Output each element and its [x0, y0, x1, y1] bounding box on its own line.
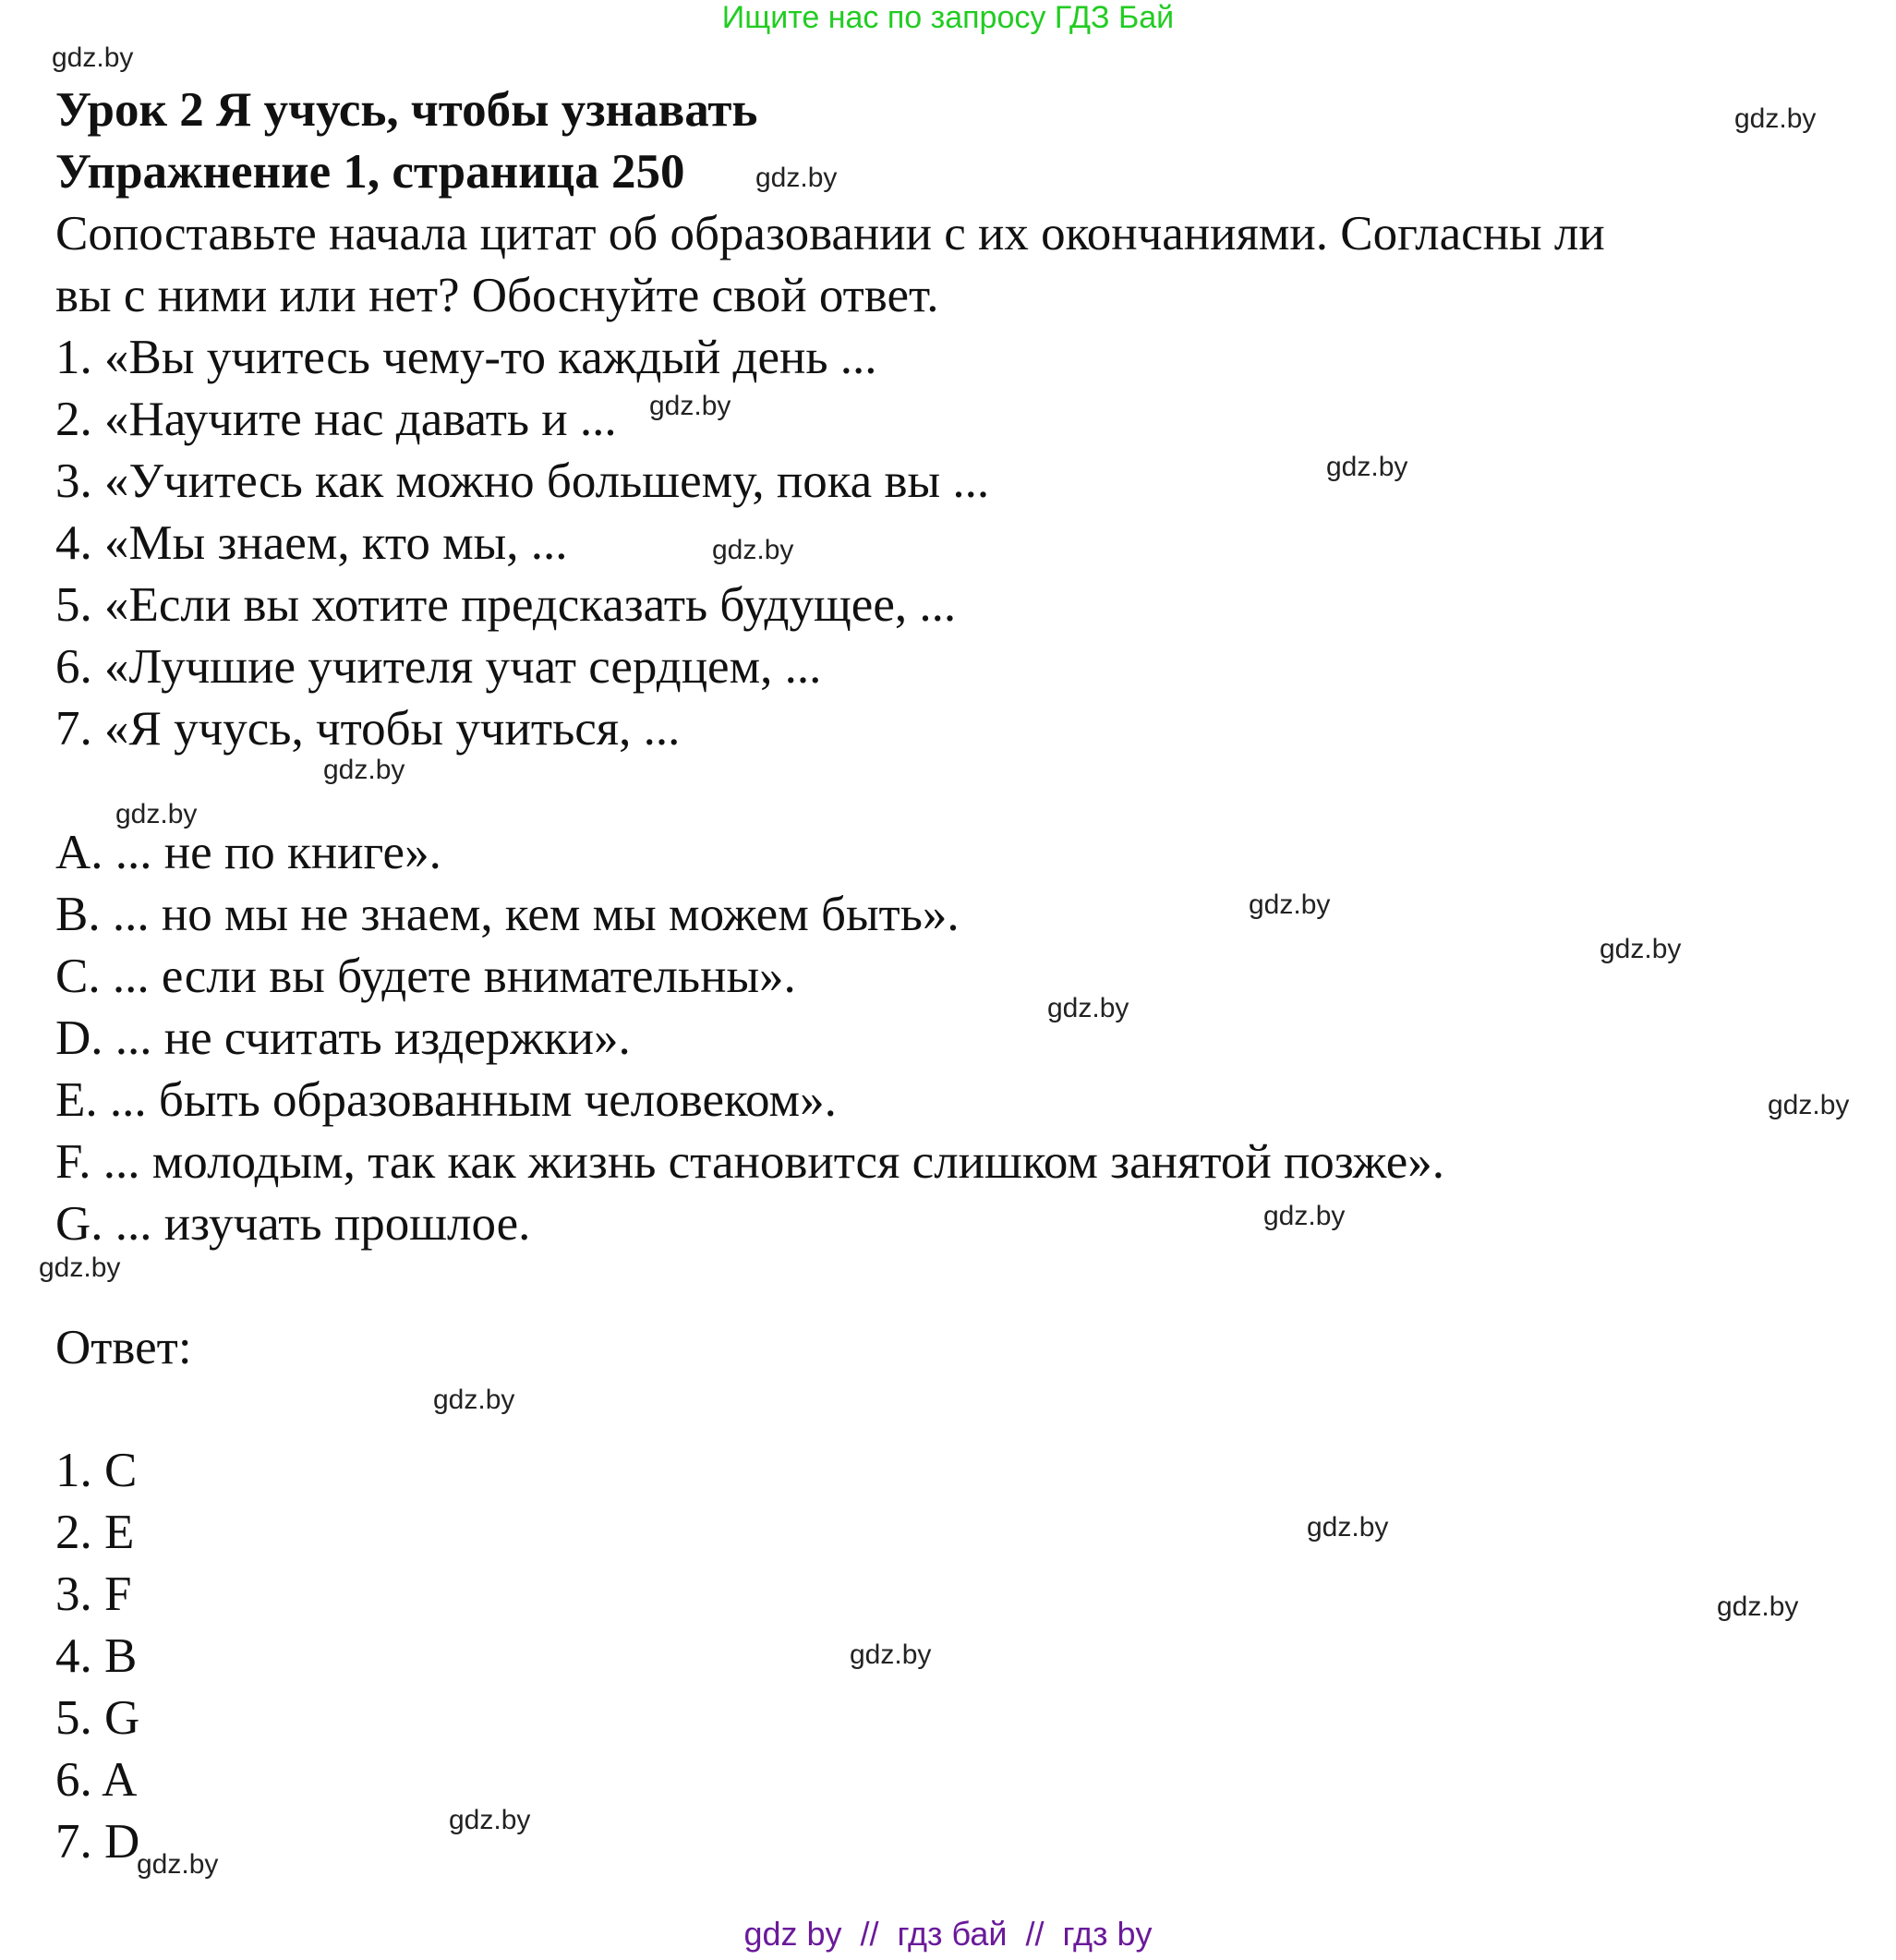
answer-item: 7. D — [55, 1815, 140, 1869]
watermark: gdz.by — [323, 755, 405, 785]
watermark: gdz.by — [649, 391, 731, 421]
quote-beginning: 5. «Если вы хотите предсказать будущее, ... — [55, 578, 957, 632]
watermark: gdz.by — [1768, 1090, 1850, 1120]
watermark: gdz.by — [712, 535, 794, 565]
watermark: gdz.by — [850, 1639, 932, 1670]
answer-item: 5. G — [55, 1691, 140, 1745]
document-content — [55, 79, 1850, 1873]
task-line: Сопоставьте начала цитат об образовании с их окончаниями. Согласны ли — [55, 207, 1605, 260]
quote-beginning: 1. «Вы учитесь чему-то каждый день ... — [55, 331, 877, 384]
answer-item: 2. E — [55, 1506, 135, 1559]
watermark: gdz.by — [1263, 1201, 1346, 1231]
lesson-title: Урок 2 Я учусь, чтобы узнавать — [55, 83, 758, 137]
quote-ending: E. ... быть образованным человеком». — [55, 1073, 837, 1127]
task-line: вы с ними или нет? Обоснуйте свой ответ. — [55, 269, 939, 322]
quote-beginning: 2. «Научите нас давать и ... — [55, 393, 617, 446]
quote-ending: F. ... молодым, так как жизнь становится слишком занятой позже». — [55, 1135, 1444, 1189]
watermark: gdz.by — [1249, 889, 1331, 920]
watermark: gdz.by — [52, 42, 134, 73]
watermark: gdz.by — [115, 799, 198, 829]
watermark: gdz.by — [433, 1385, 515, 1415]
watermark: gdz.by — [1326, 452, 1408, 482]
answer-item: 3. F — [55, 1567, 132, 1621]
quote-ending: D. ... не считать издержки». — [55, 1011, 631, 1065]
watermark: gdz.by — [755, 163, 838, 193]
answer-label: Ответ: — [55, 1321, 192, 1374]
watermark: gdz.by — [1600, 934, 1682, 964]
watermark: gdz.by — [39, 1252, 121, 1283]
quote-ending: C. ... если вы будете внимательны». — [55, 950, 796, 1003]
spacer — [55, 1255, 1847, 1317]
top-search-banner: Ищите нас по запросу ГДЗ Бай — [721, 0, 1175, 35]
answer-item: 1. C — [55, 1444, 138, 1497]
answer-item: 6. A — [55, 1753, 138, 1807]
quote-ending: B. ... но мы не знаем, кем мы можем быть». — [55, 888, 960, 941]
watermark: gdz.by — [1307, 1512, 1389, 1543]
footer-banner: gdz by // гдз бай // гдз by — [743, 1915, 1153, 1953]
quote-beginning: 7. «Я учусь, чтобы учиться, ... — [55, 702, 681, 756]
spacer — [55, 760, 1847, 822]
watermark: gdz.by — [1734, 103, 1817, 134]
quote-ending: A. ... не по книге». — [55, 826, 441, 879]
watermark: gdz.by — [1717, 1591, 1799, 1622]
watermark: gdz.by — [137, 1849, 219, 1880]
answer-item: 4. B — [55, 1629, 138, 1683]
watermark: gdz.by — [449, 1805, 531, 1835]
spacer — [55, 1379, 1847, 1440]
quote-beginning: 4. «Мы знаем, кто мы, ... — [55, 516, 568, 570]
watermark: gdz.by — [1047, 993, 1129, 1023]
quote-ending: G. ... изучать прошлое. — [55, 1197, 531, 1251]
quote-beginning: 6. «Лучшие учителя учат сердцем, ... — [55, 640, 822, 694]
quote-beginning: 3. «Учитесь как можно большему, пока вы ... — [55, 454, 990, 508]
exercise-title: Упражнение 1, страница 250 — [55, 145, 685, 199]
